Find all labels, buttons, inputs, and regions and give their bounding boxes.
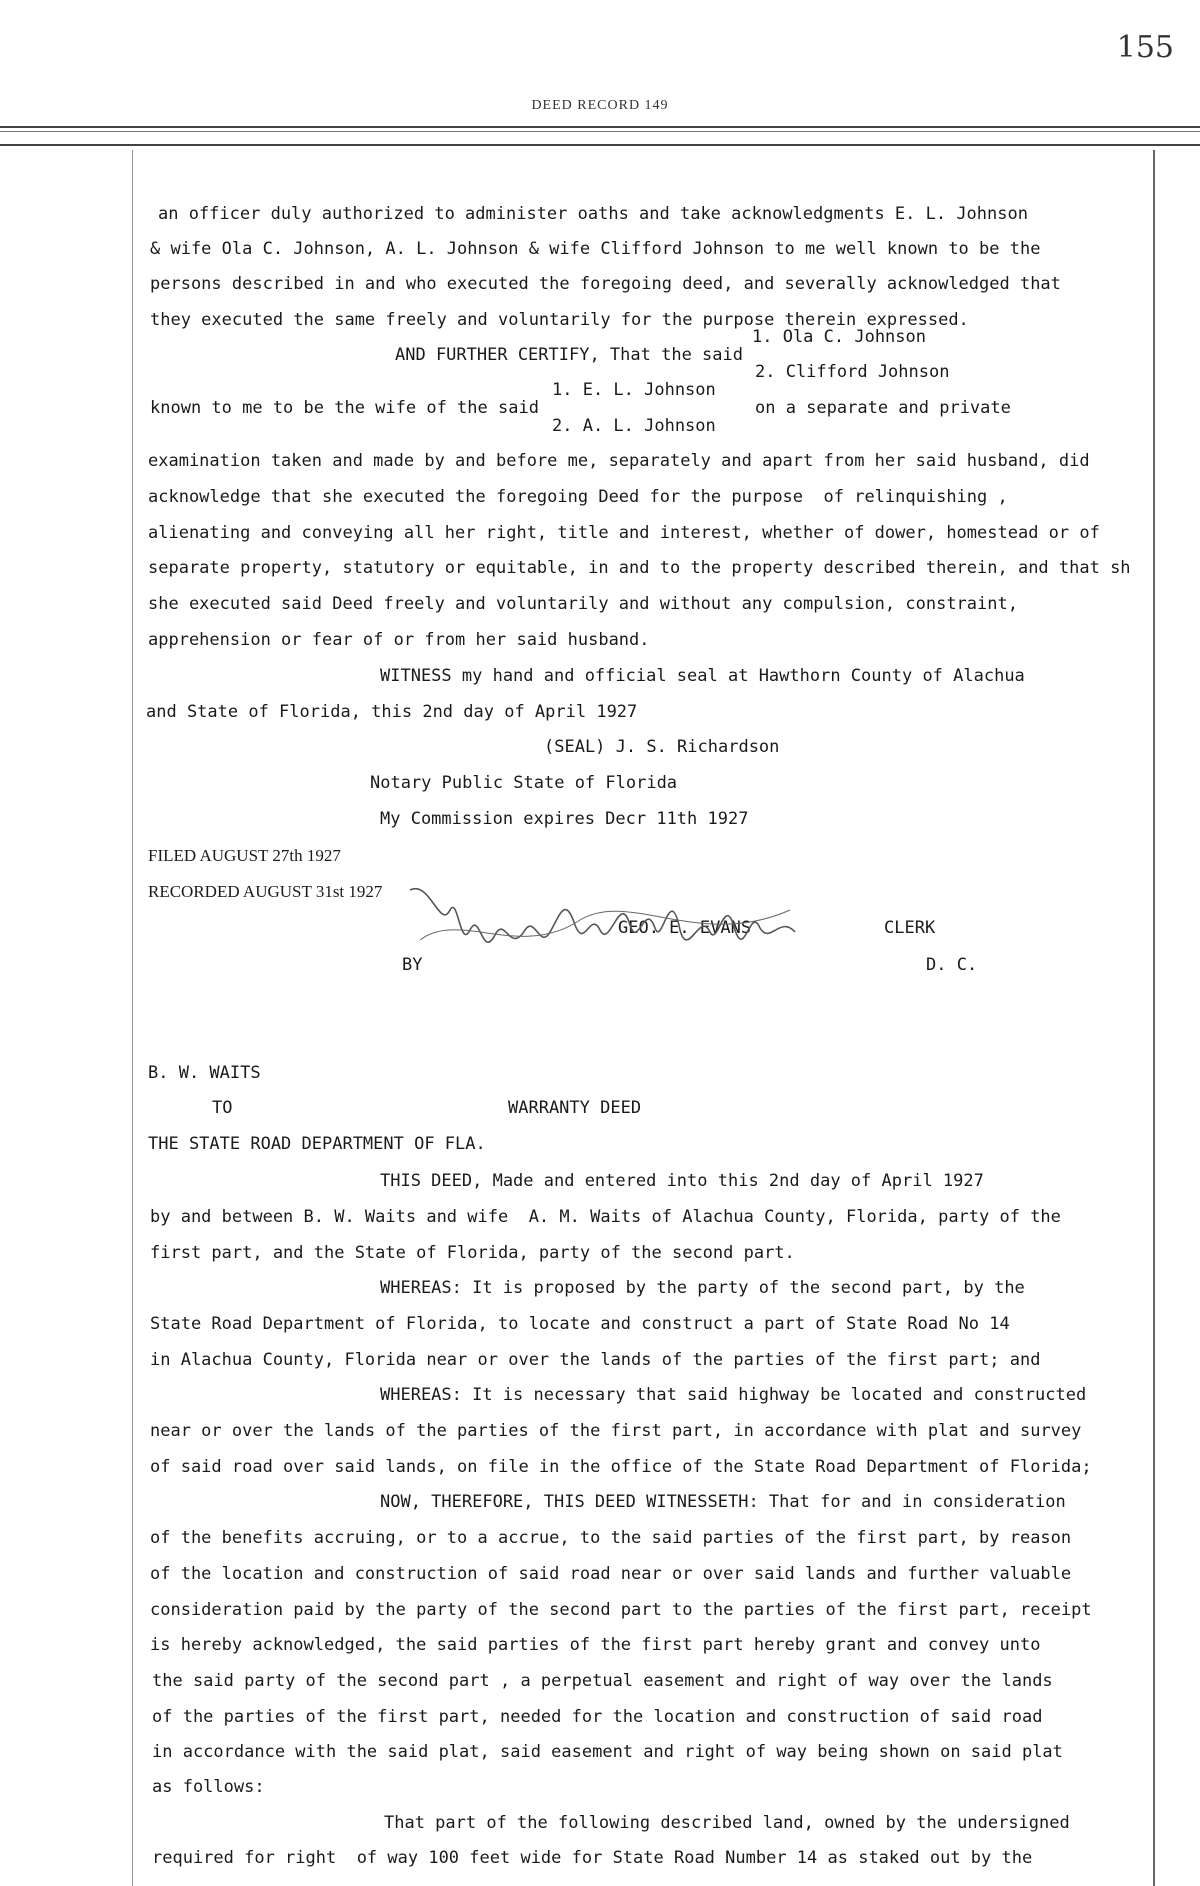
exam-line: alienating and conveying all her right, title and interest, whether of dower, homestead or of (148, 523, 1100, 543)
ack-line: an officer duly authorized to administer oaths and take acknowledgments E. L. Johnson (158, 204, 1028, 224)
deed-line: consideration paid by the party of the second part to the parties of the first part, receipt (150, 1600, 1092, 1620)
deed-line: That part of the following described land, owned by the undersigned (384, 1813, 1070, 1833)
deed-line: of the parties of the first part, needed for the location and construction of said road (152, 1707, 1043, 1727)
deed-line: is hereby acknowledged, the said parties of the first part hereby grant and convey unto (150, 1635, 1041, 1655)
deed-line: near or over the lands of the parties of the first part, in accordance with plat and survey (150, 1421, 1082, 1441)
exam-line: acknowledge that she executed the foregoing Deed for the purpose of relinquishing , (148, 487, 1008, 507)
deed-line: THIS DEED, Made and entered into this 2nd day of April 1927 (380, 1171, 984, 1191)
separate-private: on a separate and private (755, 398, 1011, 418)
clerk-name: GEO. E. EVANS (618, 918, 752, 938)
wife-name-2: 2. Clifford Johnson (755, 362, 950, 382)
header-rule-mid (0, 131, 1200, 132)
deed-line: in accordance with the said plat, said easement and right of way being shown on said plat (152, 1742, 1063, 1762)
ack-line: persons described in and who executed the foregoing deed, and severally acknowledged that (150, 274, 1061, 294)
deed-line: first part, and the State of Florida, party of the second part. (150, 1243, 795, 1263)
deed-line: NOW, THEREFORE, THIS DEED WITNESSETH: That for and in consideration (380, 1492, 1066, 1512)
deed-type: WARRANTY DEED (508, 1098, 642, 1118)
filed-date: FILED AUGUST 27th 1927 (148, 846, 341, 865)
grantor-name: B. W. WAITS (148, 1063, 261, 1083)
by-label: BY (402, 955, 423, 975)
to-label: TO (212, 1098, 233, 1118)
exam-line: apprehension or fear of or from her said husband. (148, 630, 650, 650)
deed-line: WHEREAS: It is proposed by the party of the second part, by the (380, 1278, 1025, 1298)
deed-line: State Road Department of Florida, to locate and construct a part of State Road No 14 (150, 1314, 1010, 1334)
deed-line: required for right of way 100 feet wide for State Road Number 14 as staked out by the (152, 1848, 1033, 1868)
notary-seal: (SEAL) J. S. Richardson (544, 737, 780, 757)
deed-line: of the location and construction of said road near or over said lands and further valuable (150, 1564, 1072, 1584)
page-number: 155 (1116, 30, 1174, 65)
deed-line: the said party of the second part , a perpetual easement and right of way over the lands (152, 1671, 1053, 1691)
husband-name-1: 1. E. L. Johnson (552, 380, 716, 400)
header-rule-top (0, 126, 1200, 128)
witness-line-2: and State of Florida, this 2nd day of April 1927 (146, 702, 638, 722)
ack-line: & wife Ola C. Johnson, A. L. Johnson & wife Clifford Johnson to me well known to be the (150, 239, 1041, 259)
deed-line: by and between B. W. Waits and wife A. M. Waits of Alachua County, Florida, party of the (150, 1207, 1061, 1227)
grantee-name: THE STATE ROAD DEPARTMENT OF FLA. (148, 1134, 486, 1154)
deed-line: of said road over said lands, on file in the office of the State Road Department of Florida; (150, 1457, 1092, 1477)
known-wife: known to me to be the wife of the said (150, 398, 539, 418)
deed-line: of the benefits accruing, or to a accrue, to the said parties of the first part, by reason (150, 1528, 1072, 1548)
husband-name-2: 2. A. L. Johnson (552, 416, 716, 436)
handwritten-signature (400, 870, 820, 980)
exam-line: examination taken and made by and before me, separately and apart from her said husband, did (148, 451, 1090, 471)
header-title: DEED RECORD 149 (531, 98, 669, 113)
further-certify: AND FURTHER CERTIFY, That the said (395, 345, 743, 365)
commission-expiry: My Commission expires Decr 11th 1927 (380, 809, 749, 829)
exam-line: she executed said Deed freely and voluntarily and without any compulsion, constraint, (148, 594, 1018, 614)
right-margin-rule (1153, 150, 1155, 1886)
recorded-date: RECORDED AUGUST 31st 1927 (148, 882, 383, 901)
deed-line: in Alachua County, Florida near or over the lands of the parties of the first part; and (150, 1350, 1041, 1370)
deputy-clerk-label: D. C. (926, 955, 978, 975)
notary-title: Notary Public State of Florida (370, 773, 678, 793)
wife-name-1: 1. Ola C. Johnson (752, 327, 926, 347)
header-rule-bottom (0, 144, 1200, 146)
clerk-title: CLERK (884, 918, 936, 938)
exam-line: separate property, statutory or equitable, in and to the property described therein, and that sh (148, 558, 1131, 578)
left-margin-rule (132, 150, 133, 1886)
deed-line: WHEREAS: It is necessary that said highway be located and constructed (380, 1385, 1087, 1405)
ack-line: they executed the same freely and voluntarily for the purpose therein expressed. (150, 310, 969, 330)
witness-line-1: WITNESS my hand and official seal at Hawthorn County of Alachua (380, 666, 1025, 686)
deed-line: as follows: (152, 1777, 265, 1797)
